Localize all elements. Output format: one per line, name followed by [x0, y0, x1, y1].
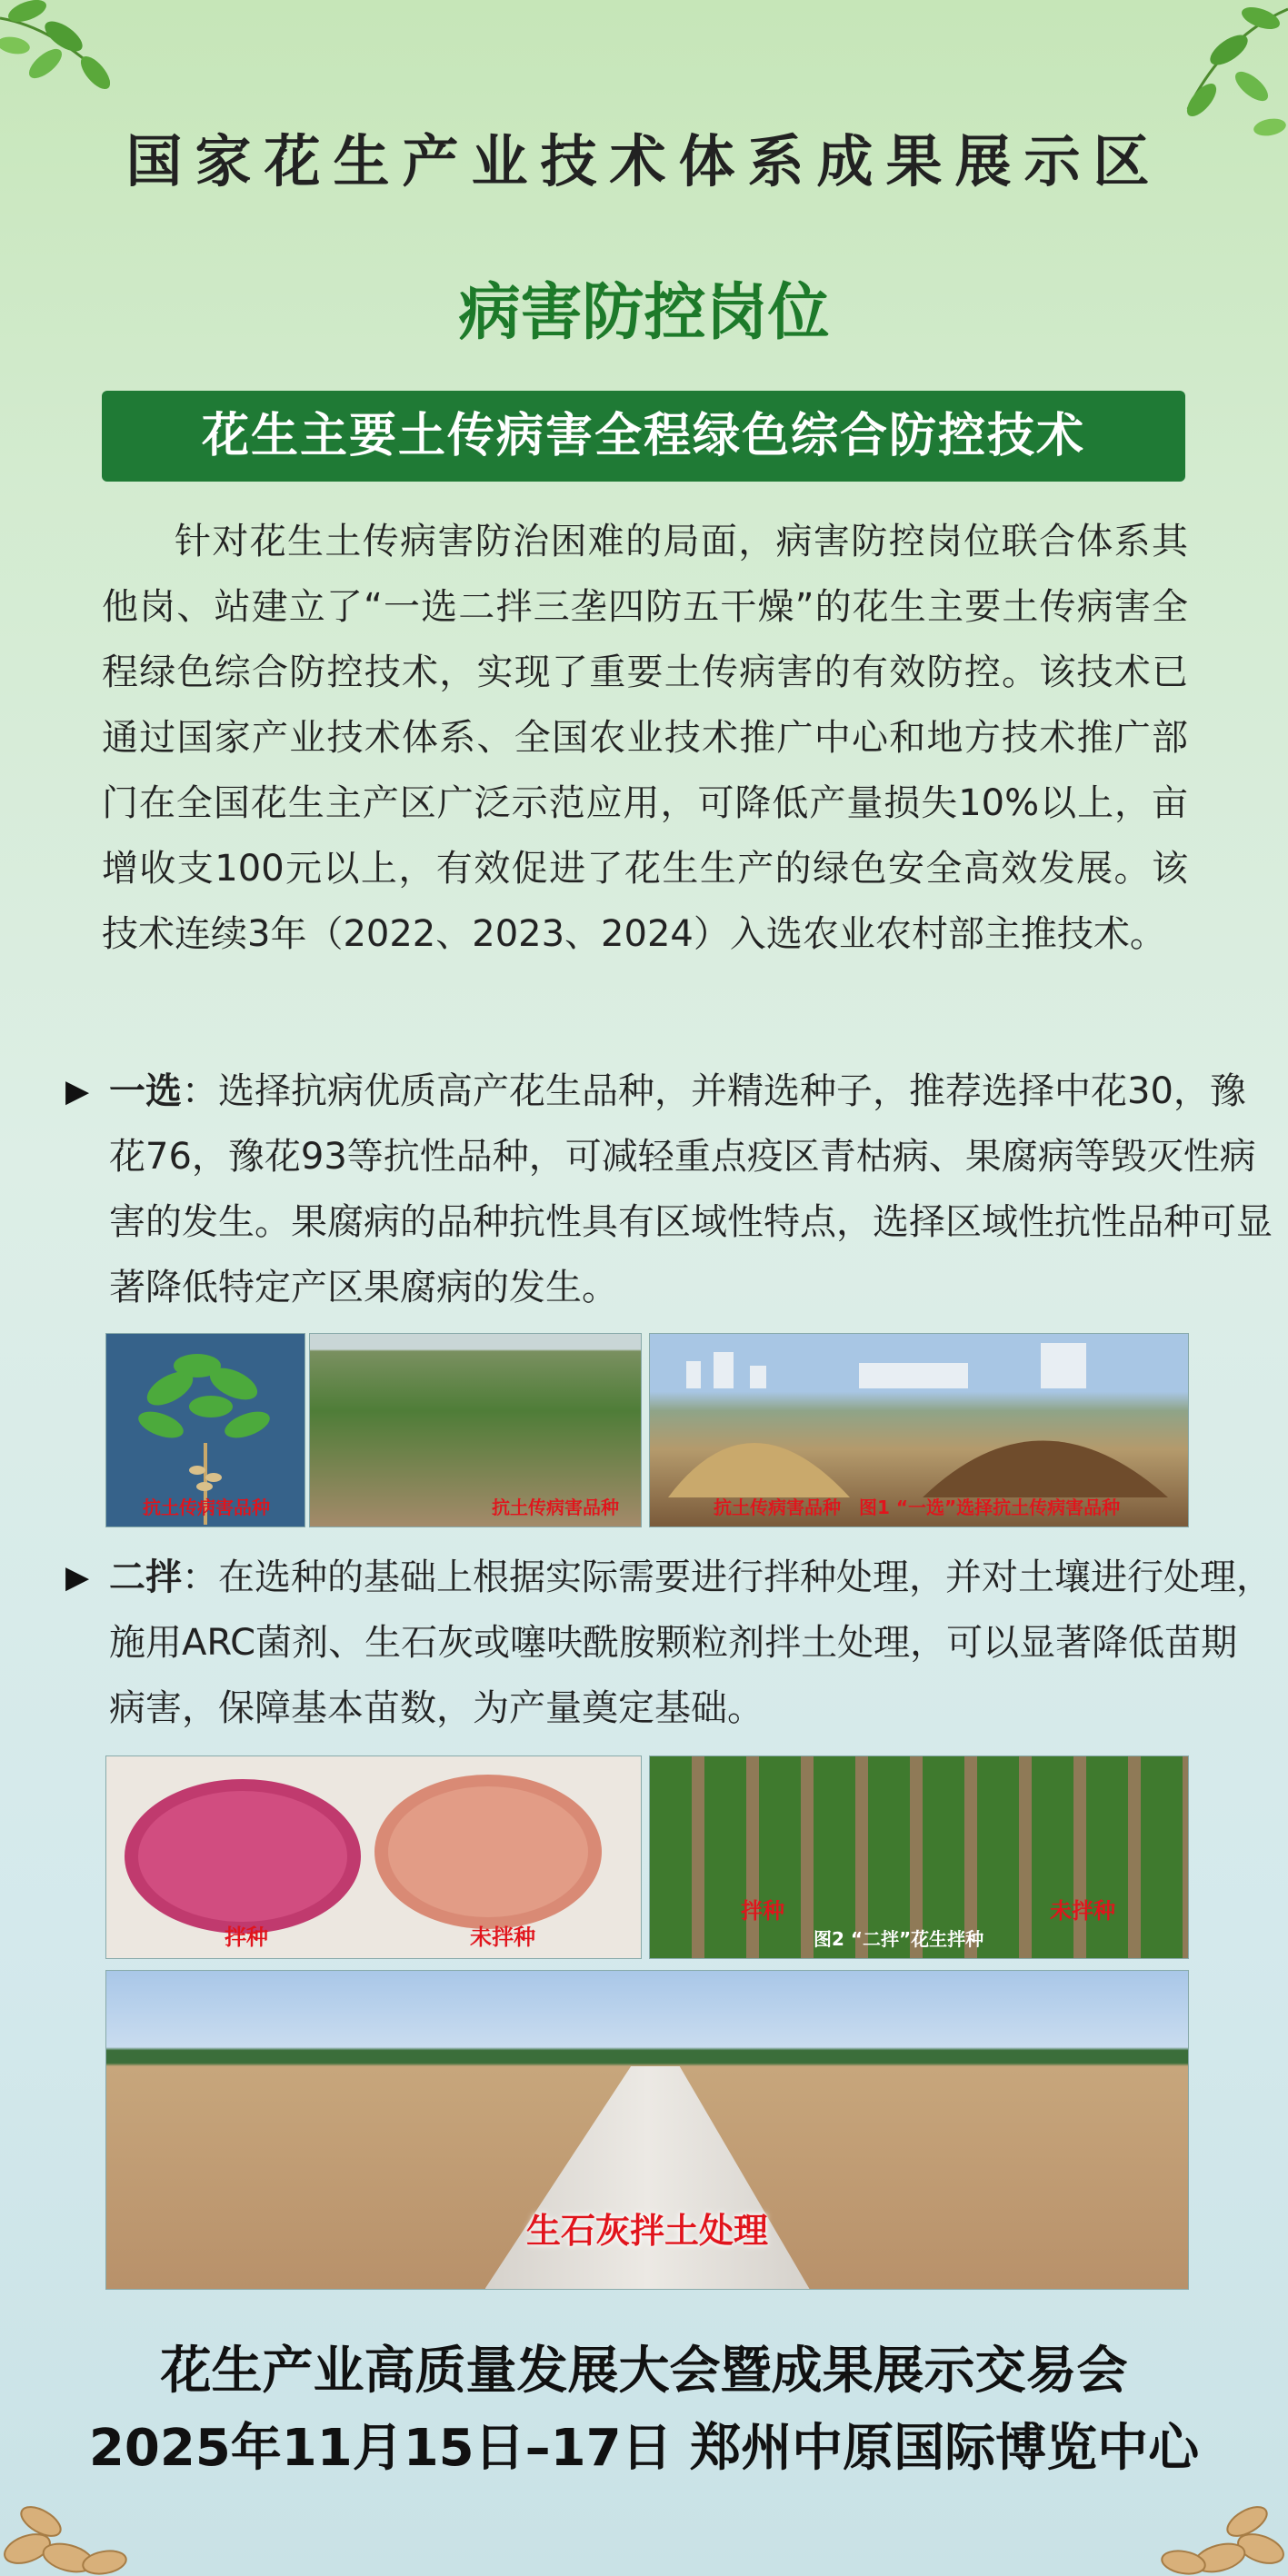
triangle-bullet-icon: ▶: [65, 1073, 90, 1109]
photo-caption: 抗土传病害品种: [714, 1497, 841, 1518]
triangle-bullet-icon: ▶: [65, 1559, 90, 1596]
item-label: 二拌: [109, 1557, 182, 1598]
item-text: ：在选种的基础上根据实际需要进行拌种处理，并对土壤进行处理，施用ARC菌剂、生石灰或噻呋酰胺颗粒剂拌土处理，可以显著降低苗期病害，保障基本苗数，为产量奠定基础。: [109, 1557, 1273, 1729]
item-label: 一选: [109, 1070, 182, 1112]
photo-caption: 未拌种: [1050, 1898, 1115, 1924]
technique-banner: 花生主要土传病害全程绿色综合防控技术: [102, 391, 1185, 482]
peanut-icon: [0, 2476, 155, 2576]
photo-caption: 抗土传病害品种: [492, 1497, 619, 1518]
photo-seed-comparison: [105, 1755, 642, 1959]
leaves-decoration-left: [0, 0, 136, 109]
item-er-ban: [65, 1545, 1273, 1741]
figure-caption: 图2 “二拌”花生拌种: [814, 1928, 984, 1950]
lime-strip: [485, 2066, 810, 2289]
item-yi-xuan: [65, 1059, 1273, 1320]
item-text: ：选择抗病优质高产花生品种，并精选种子，推荐选择中花30，豫花76，豫花93等抗性品种，可减轻重点疫区青枯病、果腐病等毁灭性病害的发生。果腐病的品种抗性具有区域性特点，选择区域性抗性品种可显著降低特定产区果腐病的发生。: [109, 1070, 1273, 1308]
photo-field-rows: [309, 1333, 642, 1527]
event-name: 花生产业高质量发展大会暨成果展示交易会: [160, 2342, 1128, 2401]
photo-caption: 拌种: [225, 1925, 268, 1950]
photo-resistant-plant: [105, 1333, 305, 1527]
event-date-venue: 2025年11月15日–17日 郑州中原国际博览中心: [88, 2419, 1200, 2478]
exhibition-title: 国家花生产业技术体系成果展示区: [125, 128, 1163, 194]
photo-peanut-harvest: [649, 1333, 1189, 1527]
photo-caption: 拌种: [741, 1898, 784, 1924]
photo-caption: 抗土传病害品种: [143, 1497, 270, 1518]
photo-seedling-field: [649, 1755, 1189, 1959]
peanut-icon: [1133, 2476, 1288, 2576]
photo-caption: 未拌种: [470, 1925, 535, 1950]
photo-caption: 生石灰拌土处理: [525, 2211, 768, 2251]
photo-lime-soil-treatment: [105, 1970, 1189, 2290]
intro-paragraph: 针对花生土传病害防治困难的局面，病害防控岗位联合体系其他岗、站建立了“一选二拌三垄四防五干燥”的花生主要土传病害全程绿色综合防控技术，实现了重要土传病害的有效防控。该技术已通过国家产业技术体系、全国农业技术推广中心和地方技术推广部门在全国花生主产区广泛示范应用，可降低产量损失10%以上，亩增收支100元以上，有效促进了花生生产的绿色安全高效发展。该技术连续3年（2022、2023、2024）入选农业农村部主推技术。: [102, 521, 1188, 955]
figure-caption: 图1 “一选”选择抗土传病害品种: [859, 1497, 1121, 1518]
post-title: 病害防控岗位: [458, 277, 830, 349]
